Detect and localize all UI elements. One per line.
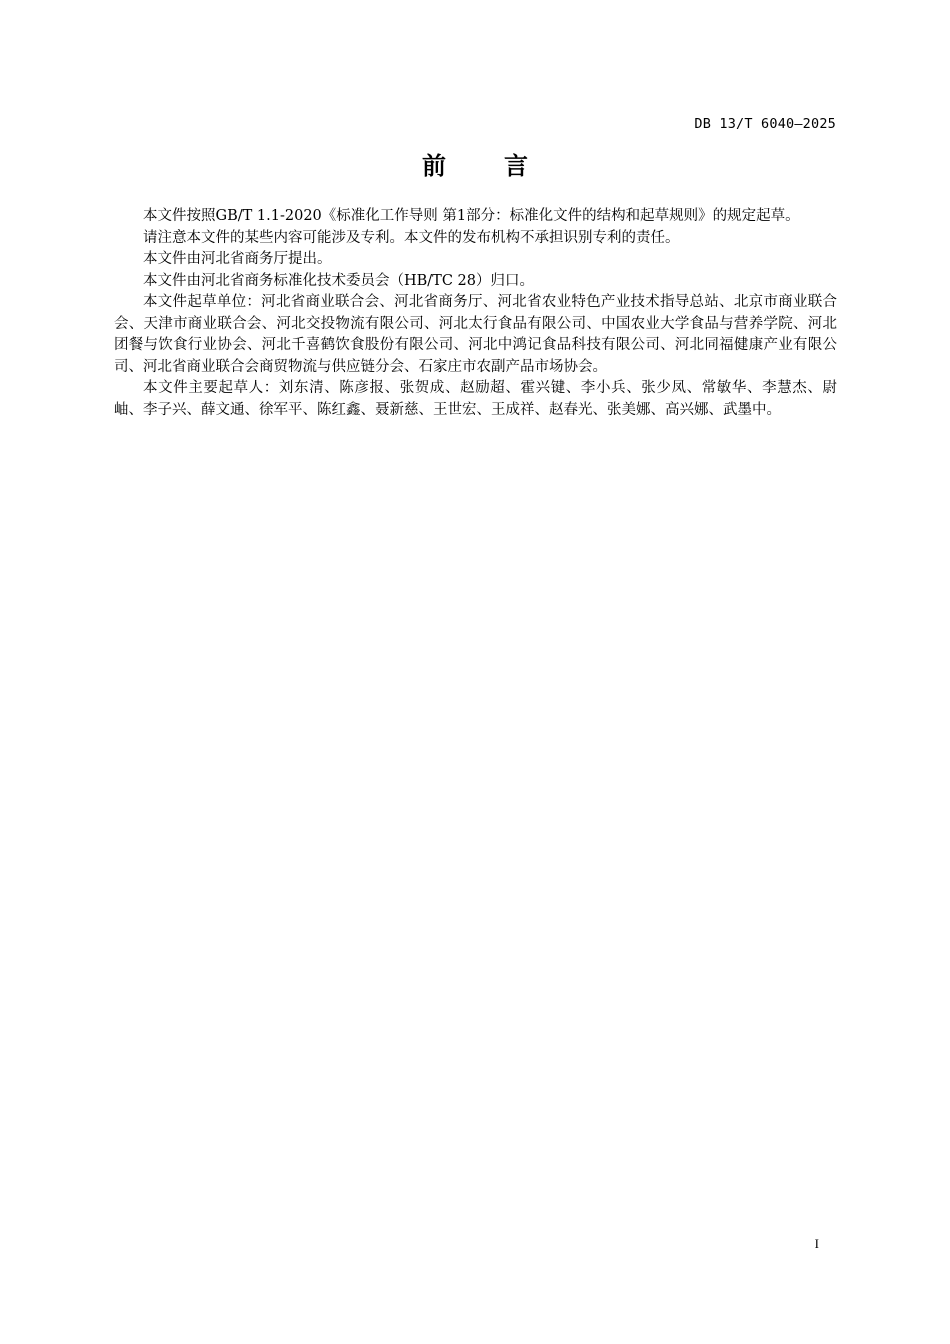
paragraph-drafters: 本文件主要起草人：刘东清、陈彦报、张贺成、赵励超、霍兴键、李小兵、张少凤、常敏华、李慧杰、尉岫、李子兴、薛文通、徐军平、陈红鑫、聂新慈、王世宏、王成祥、赵春光、张美娜、高兴娜、武墨中。	[114, 380, 837, 418]
page-title: 前言	[422, 152, 586, 180]
paragraph-patent-notice: 请注意本文件的某些内容可能涉及专利。本文件的发布机构不承担识别专利的责任。	[143, 229, 680, 246]
foreword-body	[114, 206, 837, 421]
paragraph-drafting-rules: 本文件按照GB/T 1.1-2020《标准化工作导则 第1部分：标准化文件的结构和起草规则》的规定起草。	[143, 208, 800, 224]
paragraph-drafting-units: 本文件起草单位：河北省商业联合会、河北省商务厅、河北省农业特色产业技术指导总站、北京市商业联合会、天津市商业联合会、河北交投物流有限公司、河北太行食品有限公司、中国农业大学食品与营养学院、河北团餐与饮食行业协会、河北千喜鹤饮食股份有限公司、河北中鸿记食品科技有限公司、河北同福健康产业有限公司、河北省商业联合会商贸物流与供应链分会、石家庄市农副产品市场协会。	[114, 294, 837, 375]
paragraph-committee: 本文件由河北省商务标准化技术委员会（HB/TC 28）归口。	[143, 272, 535, 289]
page-number: I	[814, 1236, 819, 1251]
document-code: DB 13/T 6040—2025	[694, 116, 836, 132]
paragraph-proposer: 本文件由河北省商务厅提出。	[143, 251, 332, 267]
